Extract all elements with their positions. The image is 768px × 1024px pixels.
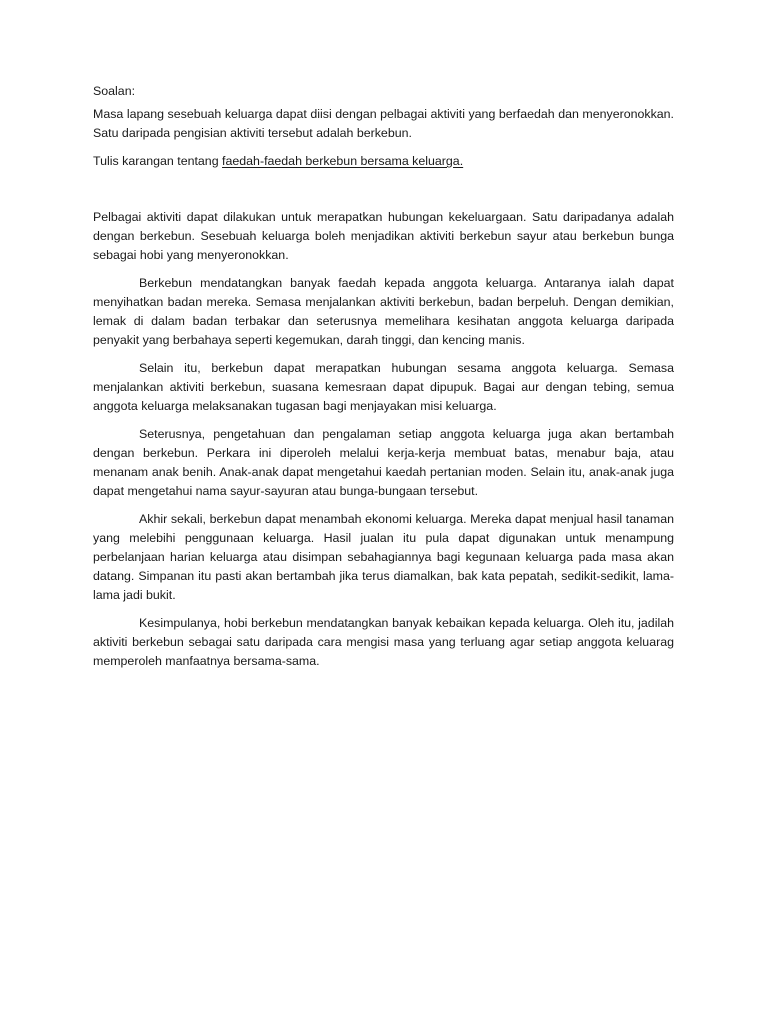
essay-paragraph-health: Berkebun mendatangkan banyak faedah kepada anggota keluarga. Antaranya ialah dapat menyihatkan badan mereka. Semasa menjalankan aktiviti berkebun, badan berpeluh. Dengan demikian, lemak di dalam badan terbakar dan seterusnya memelihara kesihatan anggota keluarga daripada penyakit yang berbahaya seperti kegemukan, darah tinggi, dan kencing manis. <box>93 276 674 347</box>
essay-conclusion: Kesimpulanya, hobi berkebun mendatangkan banyak kebaikan kepada keluarga. Oleh itu, jadilah aktiviti berkebun sebagai satu daripada cara mengisi masa yang terluang agar setiap anggota keluarag memperoleh manfaatnya bersama-sama. <box>93 616 674 668</box>
essay-paragraph-relationship: Selain itu, berkebun dapat merapatkan hubungan sesama anggota keluarga. Semasa menjalankan aktiviti berkebun, suasana kemesraan dapat dipupuk. Bagai aur dengan tebing, semua anggota keluarga melaksanakan tugasan bagi menjayakan misi keluarga. <box>93 361 674 413</box>
section-spacer <box>93 180 674 208</box>
question-label: Soalan: <box>93 84 136 98</box>
task-topic: faedah-faedah berkebun bersama keluarga. <box>222 154 464 168</box>
essay-document <box>93 82 674 680</box>
essay-paragraph-economy: Akhir sekali, berkebun dapat menambah ekonomi keluarga. Mereka dapat menjual hasil tanaman yang melebihi penggunaan keluarga. Hasil jualan itu pula dapat digunakan untuk menampung perbelanjaan harian keluarga atau disimpan sebahagiannya bagi kegunaan keluarga pada masa akan datang. Simpanan itu pasti akan bertambah jika terus diamalkan, bak kata pepatah, sedikit-sedikit, lama-lama jadi bukit. <box>93 512 674 602</box>
essay-introduction: Pelbagai aktiviti dapat dilakukan untuk merapatkan hubungan kekeluargaan. Satu daripadanya adalah dengan berkebun. Sesebuah keluarga boleh menjadikan aktiviti berkebun sayur atau berkebun bunga sebagai hobi yang menyeronokkan. <box>93 210 674 262</box>
task-prefix: Tulis karangan tentang <box>93 154 223 168</box>
essay-paragraph-knowledge: Seterusnya, pengetahuan dan pengalaman setiap anggota keluarga juga akan bertambah dengan berkebun. Perkara ini diperoleh melalui kerja-kerja membuat batas, menabur baja, atau menanam anak benih. Anak-anak dapat mengetahui kaedah pertanian moden. Selain itu, anak-anak juga dapat mengetahui nama sayur-sayuran atau bunga-bungaan tersebut. <box>93 427 674 498</box>
question-task <box>93 152 674 171</box>
question-prompt: Masa lapang sesebuah keluarga dapat diisi dengan pelbagai aktiviti yang berfaedah dan menyeronokkan. Satu daripada pengisian aktiviti tersebut adalah berkebun. <box>93 107 674 140</box>
